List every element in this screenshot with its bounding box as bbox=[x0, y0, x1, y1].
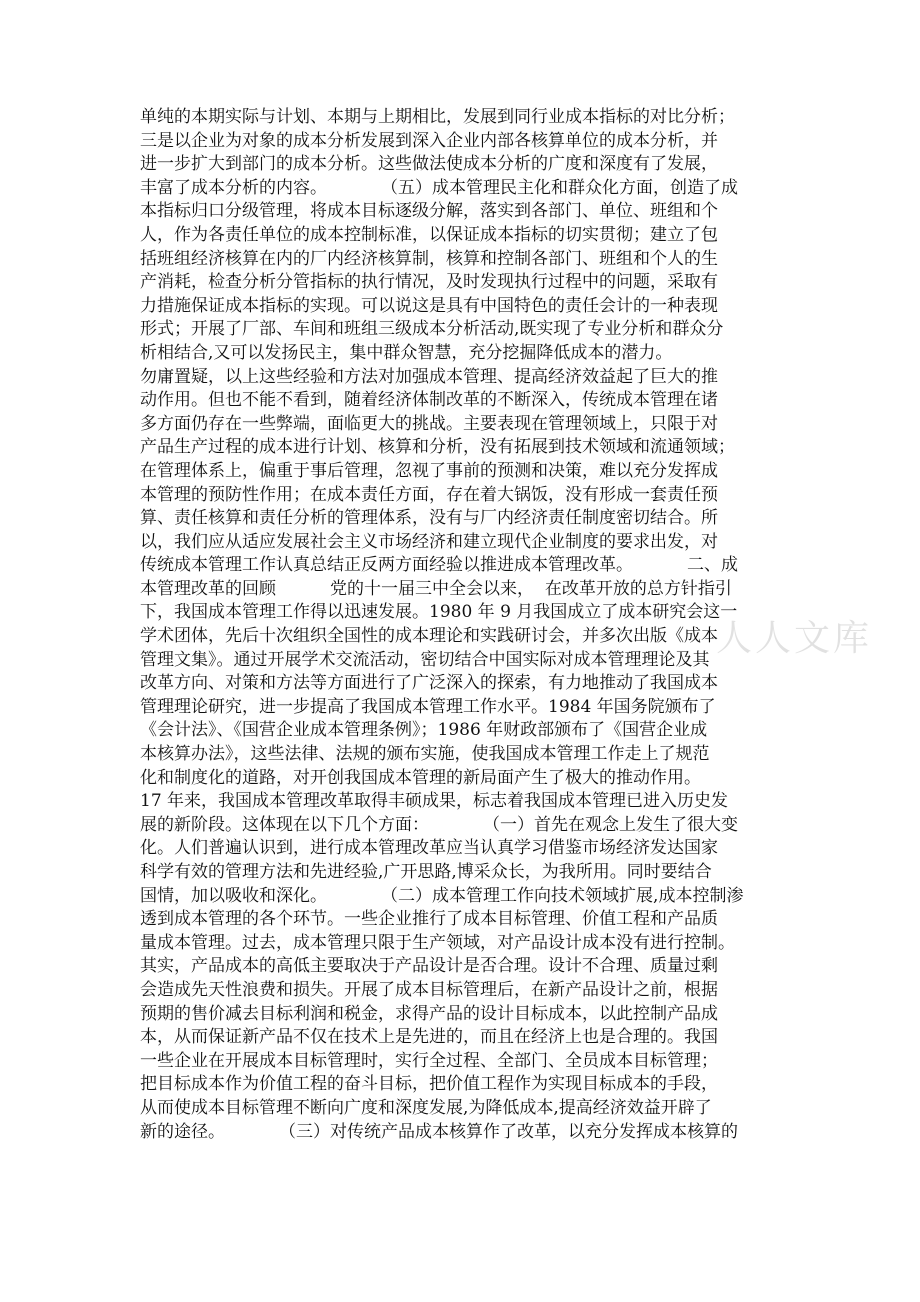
text-line: 以，我们应从适应发展社会主义市场经济和建立现代企业制度的要求出发，对 bbox=[140, 531, 718, 552]
text-line: 《会计法》、《国营企业成本管理条例》；1986 年财政部颁布了《国营企业成 bbox=[140, 720, 708, 741]
text-line: 管理文集》。通过开展学术交流活动，密切结合中国实际对成本管理理论及其 bbox=[140, 649, 710, 670]
text-line: 展的新阶段。这体现在以下几个方面： （一）首先在观念上发生了很大变 bbox=[140, 814, 739, 835]
watermark: 人人文库 bbox=[716, 618, 873, 659]
text-line: 形式；开展了厂部、车间和班组三级成本分析活动,既实现了专业分析和群众分 bbox=[140, 319, 724, 340]
text-line: 国情，加以吸收和深化。 （二）成本管理工作向技术领域扩展,成本控制渗 bbox=[140, 885, 744, 906]
text-line: 本，从而保证新产品不仅在技术上是先进的，而且在经济上也是合理的。我国 bbox=[140, 1027, 718, 1048]
text-line: 其实，产品成本的高低主要取决于产品设计是否合理。设计不合理、质量过剩 bbox=[140, 956, 718, 977]
text-line: 预期的售价减去目标利润和税金，求得产品的设计目标成本，以此控制产品成 bbox=[140, 1003, 718, 1024]
text-line: 进一步扩大到部门的成本分析。这些做法使成本分析的广度和深度有了发展， bbox=[140, 154, 718, 175]
text-line: 改革方向、对策和方法等方面进行了广泛深入的探索，有力地推动了我国成本 bbox=[140, 673, 718, 694]
text-line: 学术团体，先后十次组织全国性的成本理论和实践研讨会，并多次出版《成本 bbox=[140, 626, 718, 647]
text-line: 单纯的本期实际与计划、本期与上期相比，发展到同行业成本指标的对比分析； bbox=[140, 107, 735, 127]
text-line: 一些企业在开展成本目标管理时，实行全过程、全部门、全员成本目标管理； bbox=[140, 1050, 718, 1071]
text-line: 丰富了成本分析的内容。 （五）成本管理民主化和群众化方面，创造了成 bbox=[140, 177, 739, 198]
text-line: 化。人们普遍认识到，进行成本管理改革应当认真学习借鉴市场经济发达国家 bbox=[140, 838, 718, 859]
text-line: 会造成先天性浪费和损失。开展了成本目标管理后，在新产品设计之前，根据 bbox=[140, 979, 718, 1000]
text-line: 透到成本管理的各个环节。一些企业推行了成本目标管理、价值工程和产品质 bbox=[140, 909, 718, 930]
text-line: 科学有效的管理方法和先进经验,广开思路,博采众长，为我所用。同时要结合 bbox=[140, 862, 712, 882]
text-line: 算、责任核算和责任分析的管理体系，没有与厂内经济责任制度密切结合。所 bbox=[140, 508, 718, 529]
text-line: 三是以企业为对象的成本分析发展到深入企业内部各核算单位的成本分析，并 bbox=[140, 130, 718, 151]
text-line: 本指标归口分级管理，将成本目标逐级分解，落实到各部门、单位、班组和个 bbox=[140, 201, 718, 222]
text-line: 本核算办法》，这些法律、法规的颁布实施，使我国成本管理工作走上了规范 bbox=[140, 744, 710, 765]
text-line: 多方面仍存在一些弊端，面临更大的挑战。主要表现在管理领域上，只限于对 bbox=[140, 413, 718, 434]
text-line: 本管理改革的回顾 党的十一届三中全会以来， 在改革开放的总方针指引 bbox=[140, 578, 732, 599]
text-line: 下，我国成本管理工作得以迅速发展。1980 年 9 月我国成立了成本研究会这一 bbox=[140, 602, 738, 623]
text-line: 把目标成本作为价值工程的奋斗目标，把价值工程作为实现目标成本的手段， bbox=[140, 1074, 718, 1095]
text-line: 管理理论研究，进一步提高了我国成本管理工作水平。1984 年国务院颁布了 bbox=[140, 696, 716, 717]
text-line: 从而使成本目标管理不断向广度和深度发展,为降低成本,提高经济效益开辟了 bbox=[140, 1097, 712, 1118]
text-line: 析相结合,又可以发扬民主，集中群众智慧，充分挖掘降低成本的潜力。 bbox=[140, 342, 673, 363]
text-line: 力措施保证成本指标的实现。可以说这是具有中国特色的责任会计的一种表现 bbox=[140, 295, 718, 316]
text-line: 在管理体系上，偏重于事后管理，忽视了事前的预测和决策，难以充分发挥成 bbox=[140, 460, 718, 481]
text-line: 括班组经济核算在内的厂内经济核算制，核算和控制各部门、班组和个人的生 bbox=[140, 248, 718, 269]
text-line: 17 年来，我国成本管理改革取得丰硕成果，标志着我国成本管理已进入历史发 bbox=[140, 791, 729, 812]
text-line: 产消耗，检查分析分管指标的执行情况，及时发现执行过程中的问题，采取有 bbox=[140, 272, 718, 293]
text-line: 人，作为各责任单位的成本控制标准，以保证成本指标的切实贯彻；建立了包 bbox=[140, 224, 718, 245]
text-line: 本管理的预防性作用；在成本责任方面，存在着大锅饭，没有形成一套责任预 bbox=[140, 484, 718, 505]
text-line: 勿庸置疑，以上这些经验和方法对加强成本管理、提高经济效益起了巨大的推 bbox=[140, 366, 718, 387]
text-line: 新的途径。 （三）对传统产品成本核算作了改革，以充分发挥成本核算的 bbox=[140, 1121, 739, 1142]
text-line: 产品生产过程的成本进行计划、核算和分析，没有拓展到技术领域和流通领域； bbox=[140, 437, 735, 458]
text-line: 动作用。但也不能不看到，随着经济体制改革的不断深入，传统成本管理在诸 bbox=[140, 390, 718, 411]
text-line: 量成本管理。过去，成本管理只限于生产领域，对产品设计成本没有进行控制。 bbox=[140, 932, 735, 953]
text-line: 化和制度化的道路，对开创我国成本管理的新局面产生了极大的推动作用。 bbox=[140, 767, 701, 788]
body-text bbox=[140, 106, 780, 1144]
text-line: 传统成本管理工作认真总结正反两方面经验以推进成本管理改革。 二、成 bbox=[140, 555, 739, 576]
